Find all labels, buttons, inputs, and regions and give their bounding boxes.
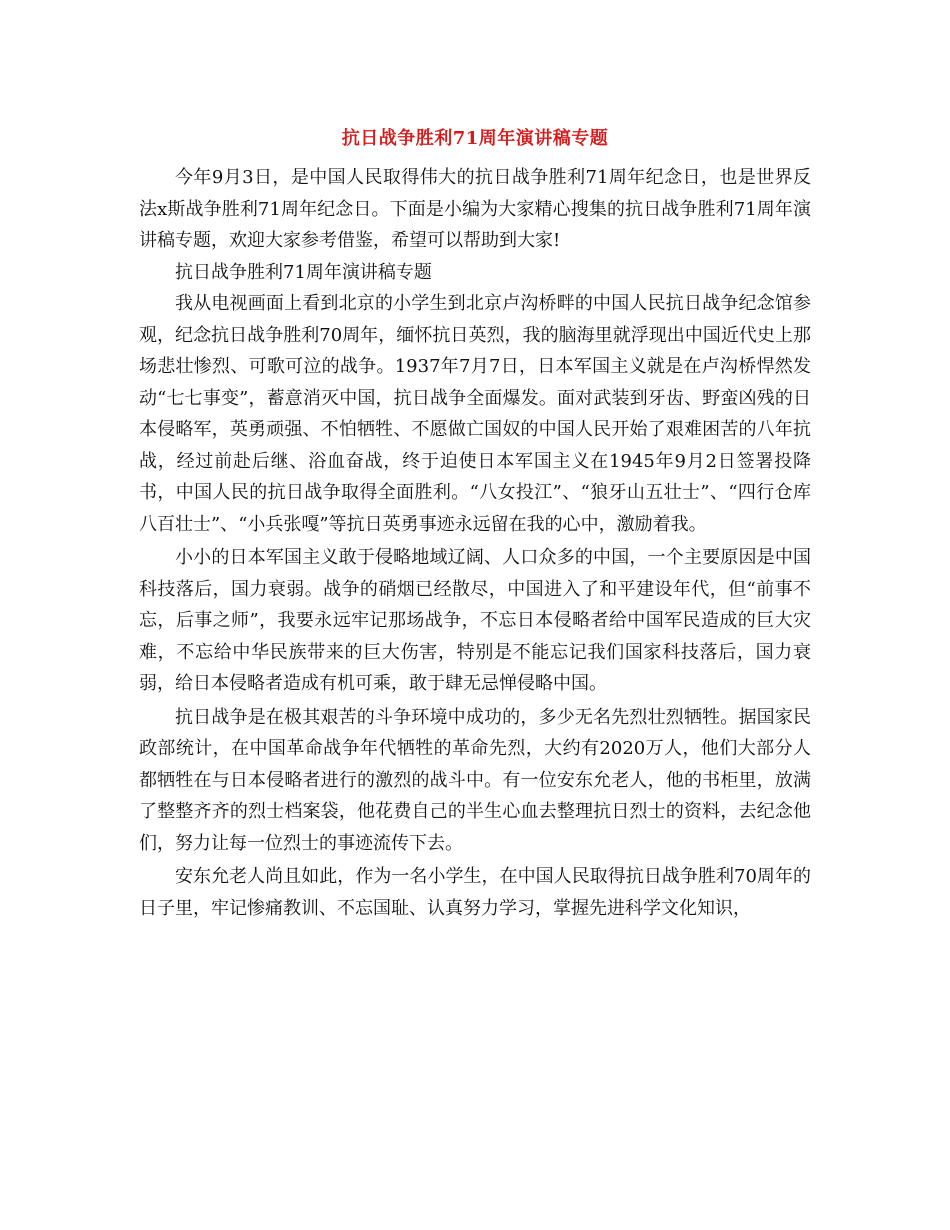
paragraph-body: 抗日战争是在极其艰苦的斗争环境中成功的，多少无名先烈壮烈牺牲。据国家民政部统计，在中国革命战争年代牺牲的革命先烈，大约有2020万人，他们大部分人都牺牲在与日本侵略者进行的激烈的战斗中。有一位安东允老人，他的书柜里，放满了整整齐齐的烈士档案袋，他花费自己的半生心血去整理抗日烈士的资料，去纪念他们，努力让每一位烈士的事迹流传下去。 bbox=[139, 706, 811, 854]
paragraph-body: 我从电视画面上看到北京的小学生到北京卢沟桥畔的中国人民抗日战争纪念馆参观，纪念抗日战争胜利70周年，缅怀抗日英烈，我的脑海里就浮现出中国近代史上那场悲壮惨烈、可歌可泣的战争。1937年7月7日，日本军国主义就是在卢沟桥悍然发动“七七事变”，蓄意消灭中国，抗日战争全面爆发。面对武装到牙齿、野蛮凶残的日本侵略军，英勇顽强、不怕牺牲、不愿做亡国奴的中国人民开始了艰难困苦的八年抗战，经过前赴后继、浴血奋战，终于迫使日本军国主义在1945年9月2日签署投降书，中国人民的抗日战争取得全面胜利。“八女投江”、“狼牙山五壮士”、“四行仓库八百壮士”、“小兵张嘎”等抗日英勇事迹永远留在我的心中，激励着我。 bbox=[139, 293, 811, 535]
paragraph-body: 小小的日本军国主义敢于侵略地域辽阔、人口众多的中国，一个主要原因是中国科技落后，国力衰弱。战争的硝烟已经散尽，中国进入了和平建设年代，但“前事不忘，后事之师”，我要永远牢记那场战争，不忘日本侵略者给中国军民造成的巨大灾难，不忘给中华民族带来的巨大伤害，特别是不能忘记我们国家科技落后，国力衰弱，给日本侵略者造成有机可乘，敢于肆无忌惮侵略中国。 bbox=[139, 547, 811, 694]
paragraph-intro: 今年9月3日，是中国人民取得伟大的抗日战争胜利71周年纪念日，也是世界反法x斯战争胜利71周年纪念日。下面是小编为大家精心搜集的抗日战争胜利71周年演讲稿专题，欢迎大家参考借鉴，希望可以帮助到大家! bbox=[139, 167, 811, 251]
document-body bbox=[139, 162, 811, 924]
paragraph-body: 安东允老人尚且如此，作为一名小学生，在中国人民取得抗日战争胜利70周年的日子里，牢记惨痛教训、不忘国耻、认真努力学习，掌握先进科学文化知识， bbox=[139, 866, 811, 919]
document-title: 抗日战争胜利71周年演讲稿专题 bbox=[341, 128, 609, 149]
paragraph-subheading: 抗日战争胜利71周年演讲稿专题 bbox=[175, 261, 432, 283]
